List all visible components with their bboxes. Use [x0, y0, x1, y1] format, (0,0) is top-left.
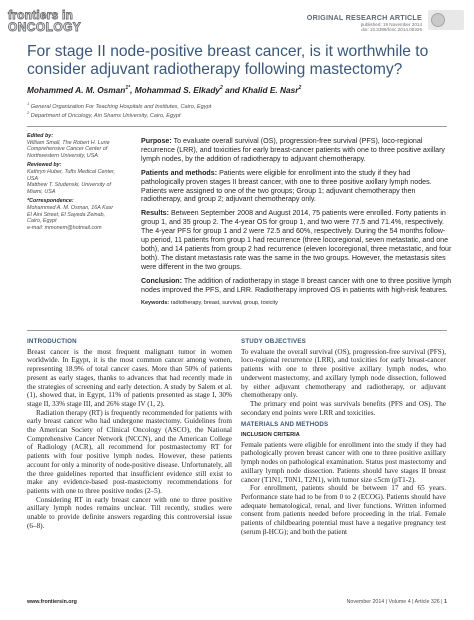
published-date: published: 19 November 2014	[360, 22, 422, 27]
author-name[interactable]: Mohammed A. M. Osman	[27, 85, 126, 95]
paragraph: The primary end point was survivals benefits (PFS and OS). The secondary end points were LRR and toxicities.	[241, 399, 446, 417]
editorial-sidebar	[27, 133, 131, 234]
correspondence-value: Mohammed A. M. Osman, 16A Kasr El Aini Street, El Sayeda Zeinab, Cairo, Egypt e-mail: mmonem@hotmail.com	[27, 204, 114, 231]
abstract-methods-text: Patients were eligible for enrollment into the study if they had pathologically proven stages II breast cancer, with one to three positive axillary lymph nodes. Patients were assigned to one of the two groups; Group 1; adjuvant chemotherapy then radiotherapy, and group 2; adjuvant chemotherapy only.	[141, 168, 432, 204]
paragraph: To evaluate the overall survival (OS), progression-free survival (PFS), loco-regional recurrence (LRR), and toxicities for early breast-cancer patients with one to three positive axillary lymph nodes, who underwent mastectomy, and axillary lymph node dissection, followed by either adjuvant chemotherapy and radiotherapy, or adjuvant chemotherapy only.	[241, 347, 446, 400]
abstract	[141, 137, 453, 312]
article-title: For stage II node-positive breast cancer, is it worthwhile to consider adjuvant radiotherapy following mastectomy?	[27, 43, 429, 78]
paragraph: Radiation therapy (RT) is frequently recommended for patients with early breast cancer who had undergone mastectomy. Guidelines from the American Society of Clinical Oncology (ASCO), the National Comprehensive Cancer Network (NCCN), and the American College of Radiology (ACR), all recommend for postmastectomy RT for patients with four positive lymph nodes. However, these patients account for only a minority of node-positive disease. Unfortunately, all the three guidelines reported that insufficient evidence still exist to make any evidence-based post-mastectomy recommendations for patients with one to three positive nodes (2–5).	[27, 408, 232, 495]
author-affil-sup: 1*	[125, 85, 131, 92]
abstract-results-text: Between September 2008 and August 2014, 75 patients were enrolled. Forty patients in group 1, and 35 group 2. The 4-year OS for group 1, and two were 77.5 and 71.4%, respectively. The 4-year PFS for group 1 and 2 were 72.5 and 60%, respectively. During the 54 months follow-up period, 11 patients from group 1 had recurrence (three locoregional, seven metastatic, and one both), and 14 patients from group 2 had recurrence (eleven locoregional, three metastatic, and four both). The distant metastasis rate was the same in the two groups. However, the metastasis sites were different in the two groups.	[141, 209, 452, 271]
author-affil-sup: 2	[298, 85, 302, 92]
author-affil-sup: 2	[220, 85, 223, 92]
body-column-right	[241, 338, 446, 536]
paragraph: Considering RT in early breast cancer with one to three positive axillary lymph nodes remains unclear. Till recently, studies were unable to provide definite answers regarding this controversial issue (6–8).	[27, 495, 232, 530]
author-list: Mohammed A. M. Osman$^{1*}$, Mohammad S. Elkady$^2$ and Khalid E. Nasr$^2$	[27, 85, 302, 95]
reviewed-by-value: Kathryn Huber, Tufts Medical Center, USA Matthew T. Studenski, University of Miami, USA	[27, 168, 115, 195]
body-column-left	[27, 338, 232, 530]
issue-text: November 2014 | Volume 4 | Article 326 |	[346, 599, 443, 605]
abstract-conclusion-text: The addition of radiotherapy in stage II breast cancer with one to three positive lymph nodes improved the PFS, and LRR. Radiotherapy improved OS in patients with high-risk features.	[141, 276, 452, 294]
section-heading-introduction: INTRODUCTION	[27, 338, 77, 345]
affiliation-number: 2	[27, 110, 30, 115]
author-name[interactable]: Mohammad S. Elkady	[134, 85, 221, 95]
author-name[interactable]: Khalid E. Nasr	[242, 85, 299, 95]
abstract-results-label: Results:	[141, 209, 169, 218]
article-header-meta	[307, 13, 422, 33]
issue-info	[347, 599, 447, 605]
page-number: 1	[444, 599, 447, 605]
affiliation-number: 1	[27, 101, 30, 106]
abstract-purpose-text: To evaluate overall survival (OS), progression-free survival (PFS), loco-regional recurrence (LRR), and toxicities for early breast-cancer patients with one to three positive axillary lymph nodes, by the addition of radiotherapy to adjuvant chemotherapy.	[141, 137, 445, 163]
journal-url[interactable]: www.frontiersin.org	[27, 599, 77, 605]
affiliation-text: Department of Oncology, Ain Shams University, Cairo, Egypt	[30, 112, 181, 119]
journal-logo-line1: frontiers in	[8, 8, 74, 22]
reviewed-by-label: Reviewed by:	[27, 162, 62, 169]
correspondence-label: *Correspondence:	[27, 198, 74, 205]
crossmark-badge[interactable]	[428, 10, 464, 30]
divider	[27, 330, 447, 331]
subsection-heading-inclusion: INCLUSION CRITERIA	[241, 432, 300, 439]
edited-by-value: William Small, The Robert H. Lurie Comprehensive Cancer Center of Northwestern University, USA	[27, 139, 110, 159]
edited-by-label: Edited by:	[27, 133, 54, 139]
abstract-conclusion-label: Conclusion:	[141, 276, 182, 285]
keywords	[141, 300, 453, 307]
page-footer	[27, 599, 447, 605]
keywords-label: Keywords:	[141, 299, 170, 306]
abstract-purpose-label: Purpose:	[141, 137, 172, 145]
abstract-methods	[141, 169, 453, 205]
paragraph: Breast cancer is the most frequent malignant tumor in women worldwide. In Egypt, it is the most common cancer among women, representing 18.9% of total cancer cases. More than 50% of patients present as early stages, thanks to advances that had recently made in the strategies of screening and early detection. A study by Salem et al. (1), showed that, in Egypt, 11% of patients presented as stage I, 30% stage II, 33% stage III, and 26% stage IV (1, 2).	[27, 347, 232, 408]
article-type: ORIGINAL RESEARCH ARTICLE	[306, 13, 422, 22]
journal-logo-line2: ONCOLOGY	[8, 20, 82, 34]
abstract-results	[141, 209, 453, 271]
paragraph: Female patients were eligible for enrollment into the study if they had pathologically proven breast cancer with one to three positive axillary lymph nodes on pathological examination. Status post mastectomy and axillary lymph node dissection. Patients should have stages II breast cancer (T1N1, T0N1, T2N1), with tumor size ≤5cm (pT1-2).	[241, 440, 446, 484]
abstract-conclusion	[141, 277, 453, 295]
crossmark-icon	[431, 13, 445, 27]
affiliation-text: General Organization For Teaching Hospitals and Institutes, Cairo, Egypt	[30, 103, 212, 110]
affiliation	[27, 101, 457, 110]
divider	[27, 126, 447, 127]
abstract-purpose	[141, 137, 453, 164]
journal-logo	[8, 10, 98, 38]
section-heading-objectives: STUDY OBJECTIVES	[241, 338, 306, 345]
section-heading-methods: MATERIALS AND METHODS	[241, 421, 329, 429]
abstract-methods-label: Patients and methods:	[141, 168, 218, 177]
affiliation	[27, 110, 457, 119]
doi[interactable]: doi: 10.3389/fonc.2014.00326	[361, 27, 422, 33]
keywords-text: radiotherapy, breast, survival, group, toxicity	[170, 299, 278, 306]
paragraph: For enrollment, patients should be between 17 and 65 years. Performance state had to be from 0 to 2 (ECOG). Patients should have adequate hematological, renal, and liver functions. Written informed consent from patients needed before proceeding in the trial. Female patients of childbearing potential must have a negative pregnancy test (serum β-HCG); and both the patient	[241, 484, 446, 536]
